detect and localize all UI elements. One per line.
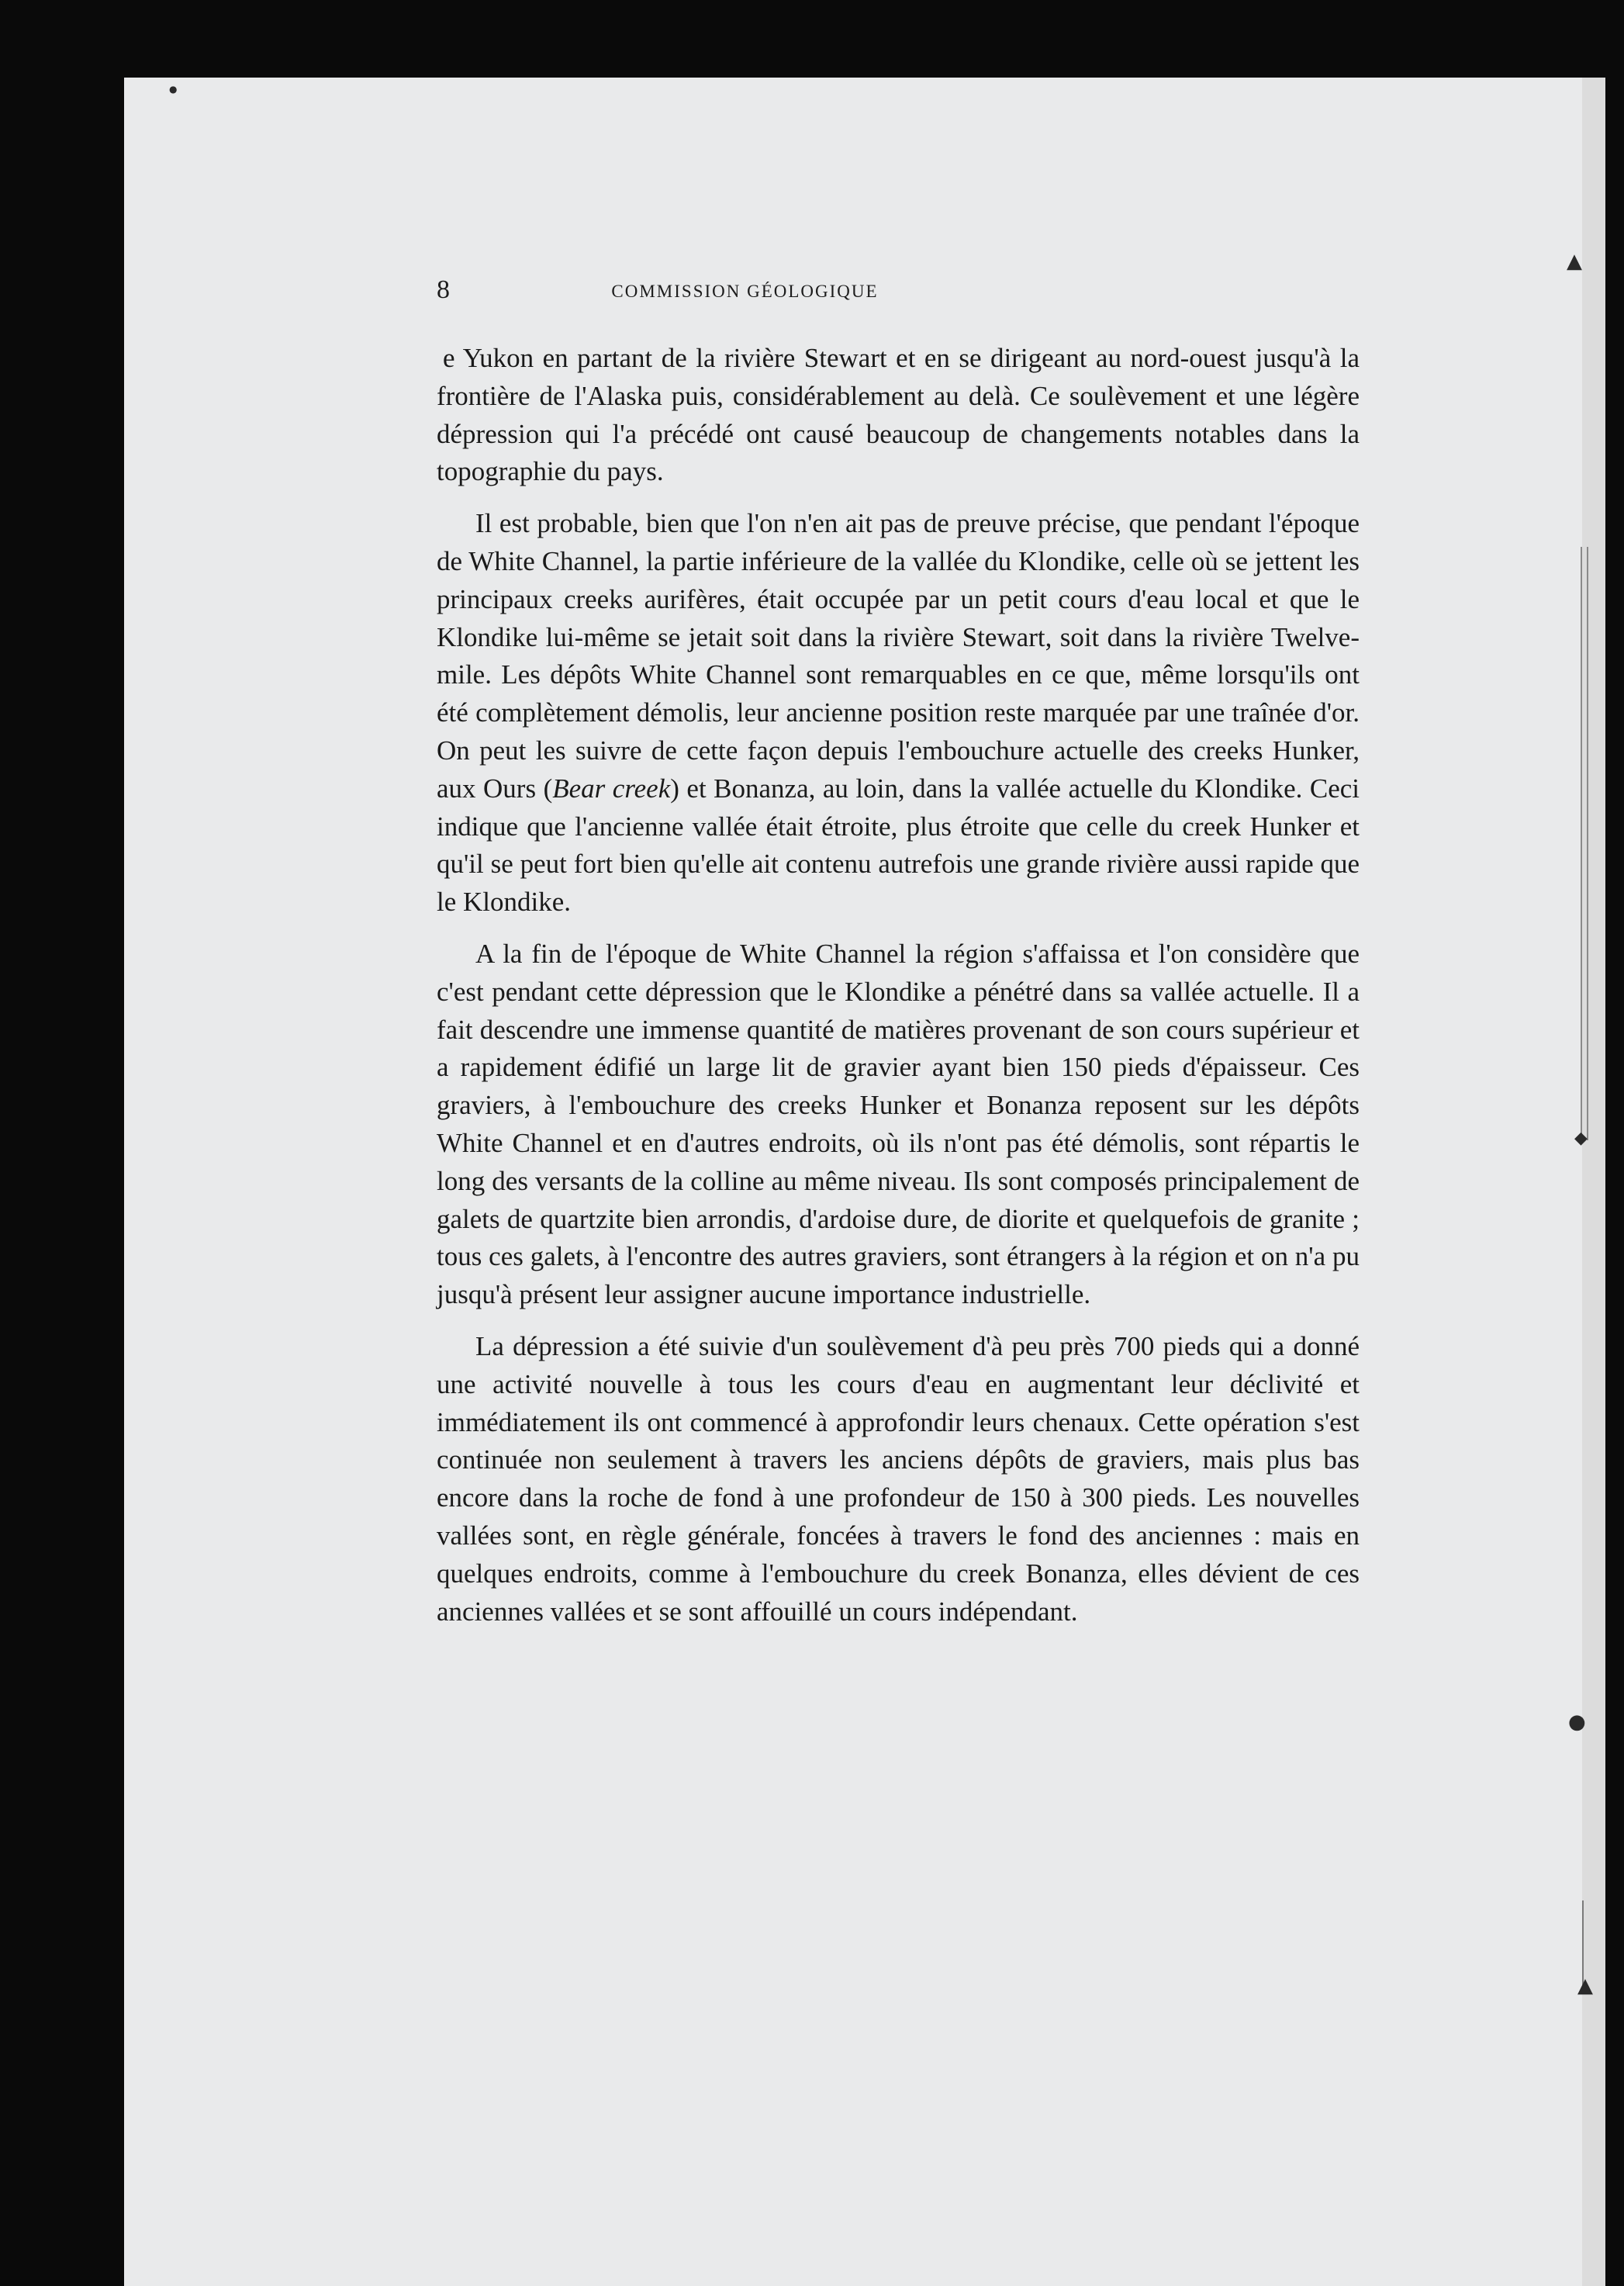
- paragraph-2: [437, 505, 1360, 922]
- margin-bracket-line: [1581, 547, 1588, 1140]
- paragraph-2-text: Il est probable, bien que l'on n'en ait pas de preuve précise, que pendant l'époque de White Channel, la partie inférieure de la vallée du Klondike, celle où se jettent les principaux creeks aurifères, était occupée par un petit cours d'eau local et que le Klondike lui-même se jetait soit dans la rivière Stewart, soit dans la rivière Twelve-mile. Les dépôts White Channel sont remarquables en ce que, même lorsqu'ils ont été complètement démolis, leur ancienne position reste marquée par une traînée d'or. On peut les suivre de cette façon depuis l'embouchure actuelle des creeks Hunker, aux Ours: [437, 508, 1360, 804]
- paragraph-1: e Yukon en partant de la rivière Stewart et en se dirigeant au nord-ouest jusqu'à la frontière de l'Alaska puis, considérablement au delà. Ce soulèvement et une légère dépression qui l'a précédé ont causé beaucoup de changements notables dans la topographie du pays.: [437, 343, 1360, 487]
- body-text: [437, 340, 1360, 1644]
- paragraph-2-italic: Bear creek: [552, 773, 671, 804]
- scan-speck-icon: ●: [169, 84, 178, 95]
- paragraph-3: A la fin de l'époque de White Channel la région s'affaissa et l'on considère que c'est pendant cette dépression que le Klondike a pénétré dans sa vallée actuelle. Il a fait descendre une immense quantité de matières provenant de son cours supérieur et a rapidement édifié un large lit de gravier ayant bien 150 pieds d'épaisseur. Ces graviers, à l'embouchure des creeks Hunker et Bonanza reposent sur les dépôts White Channel et en d'autres endroits, où ils n'ont pas été démolis, sont répartis le long des versants de la colline au même niveau. Ils sont composés principalement de galets de quartzite bien arrondis, d'ardoise dure, de diorite et quelquefois de granite ; tous ces galets, à l'encontre des autres graviers, sont étrangers à la région et on n'a pu jusqu'à présent leur assigner aucune importance industrielle.: [437, 938, 1360, 1310]
- running-head: COMMISSION GÉOLOGIQUE: [611, 282, 879, 301]
- page-header: [437, 275, 1053, 314]
- margin-arrow-icon: ▲: [1567, 250, 1582, 273]
- margin-arrow-icon: ▲: [1577, 1974, 1593, 1997]
- paragraph-2-tail: ) et Bonanza, au loin, dans la vallée actuelle du Klondike. Ceci indique que l'ancienne vallée était étroite, plus étroite que celle du creek Hunker et qu'il se peut fort bien qu'elle ait contenu autrefois une grande rivière aussi rapide que le Klondike.: [437, 773, 1360, 918]
- paragraph-2-open-paren: (: [536, 773, 553, 804]
- paragraph-4: La dépression a été suivie d'un soulèvement d'à peu près 700 pieds qui a donné une activité nouvelle à tous les cours d'eau en augmentant leur déclivité et immédiatement ils ont commencé à approfondir leurs chenaux. Cette opération s'est continuée non seulement à travers les anciens dépôts de graviers, mais plus bas encore dans la roche de fond à une profondeur de 150 à 300 pieds. Les nouvelles vallées sont, en règle générale, foncées à travers le fond des anciennes : mais en quelques endroits, comme à l'embouchure du creek Bonanza, elles dévient de ces anciennes vallées et se sont affouillé un cours indépendant.: [437, 1330, 1360, 1627]
- margin-arrow-icon: ●: [1568, 1710, 1586, 1734]
- margin-bracket-lower: [1582, 1900, 1587, 1986]
- margin-arrow-icon: ◆: [1574, 1129, 1588, 1148]
- page-number: 8: [437, 275, 450, 304]
